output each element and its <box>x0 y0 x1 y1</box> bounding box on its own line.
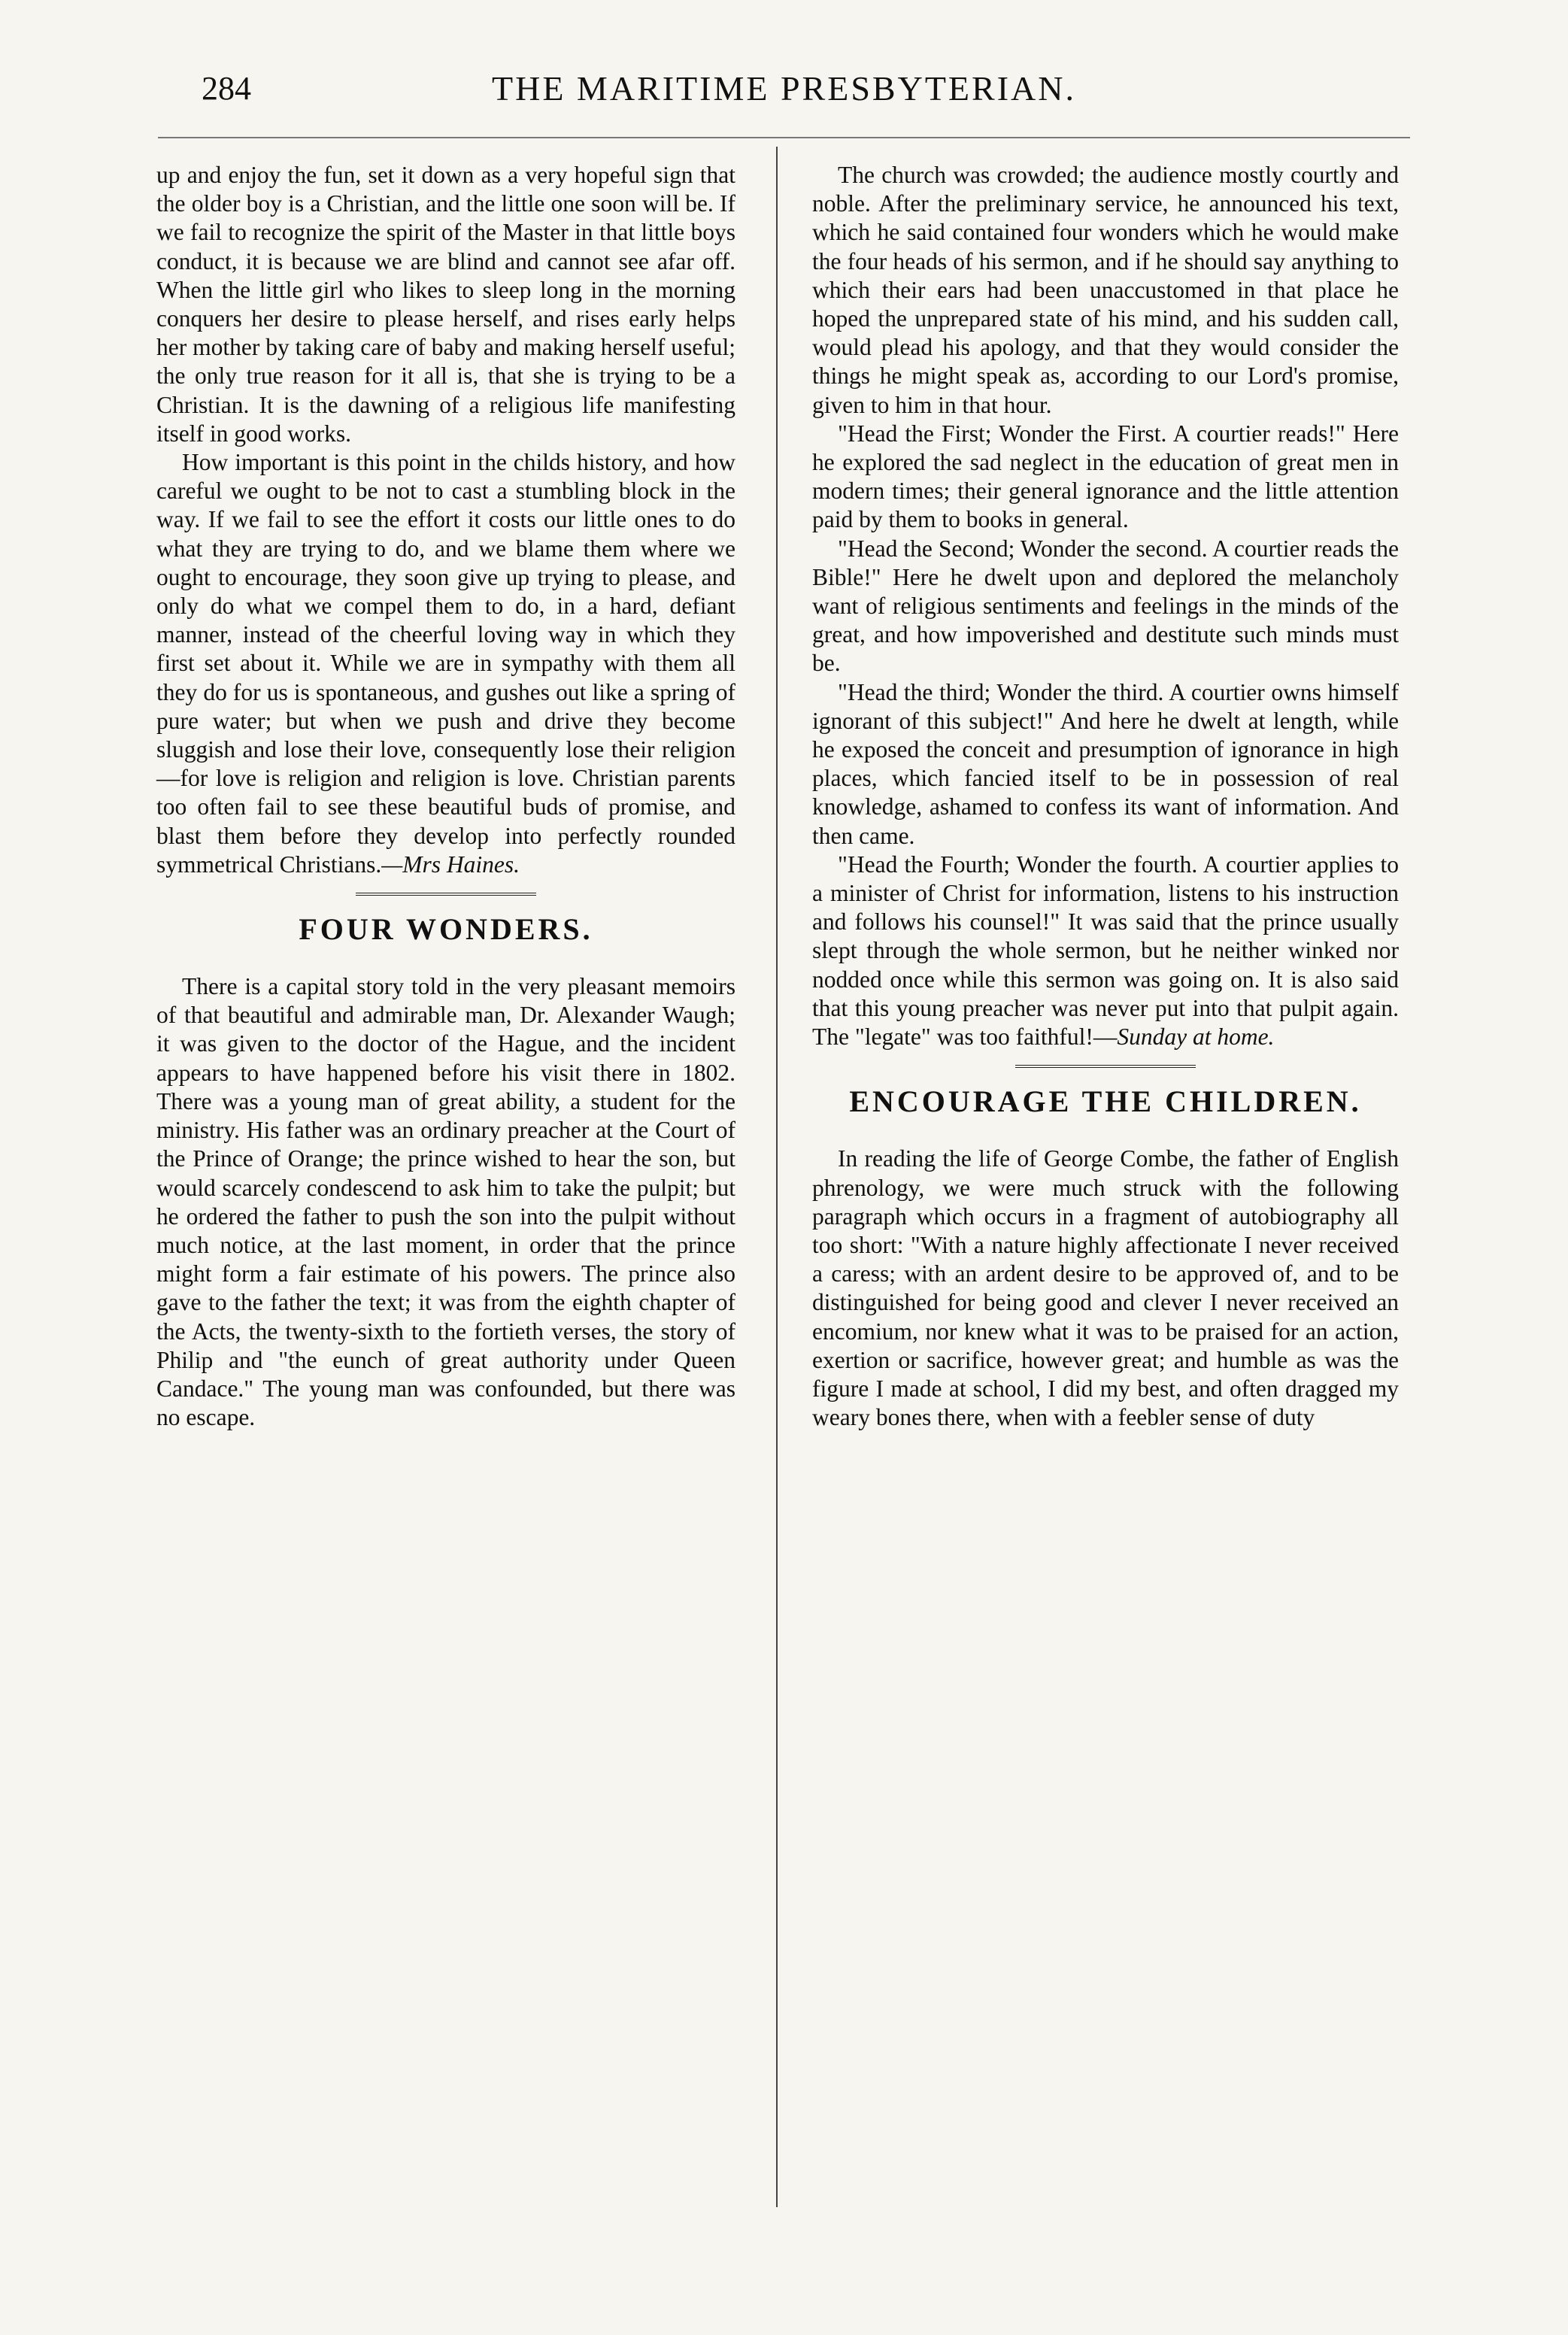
article-paragraph: The church was crowded; the audience mostly courtly and noble. After the preliminary service, he announced his text, which he said contained four wonders which he would make the four heads of his sermon, and if he should say anything to which their ears had been unaccustomed in that place he hoped the unprepared state of his mind, and his sudden call, would plead his apology, and that they would consider the things he might speak as, according to our Lord's promise, given to him in that hour. <box>812 162 1399 418</box>
page-number: 284 <box>202 70 251 107</box>
paragraph-text: "Head the Fourth; Wonder the fourth. A courtier applies to a minister of Christ for information, listens to his instruction and follows his counsel!" It was said that the prince usually slept through the whole sermon, but he neither winked nor nodded once while this sermon was going on. It is also said that this young preacher was never put into that pulpit again. The "legate" was too faithful!— <box>812 851 1399 1051</box>
section-divider <box>1015 1065 1196 1068</box>
column-divider <box>776 147 778 2207</box>
article-paragraph: "Head the First; Wonder the First. A courtier reads!" Here he explored the sad neglect in the education of great men in modern times; their general ignorance and the little attention paid by them to books in general. <box>812 420 1399 533</box>
section-heading-four-wonders: FOUR WONDERS. <box>299 912 593 947</box>
paragraph-text: How important is this point in the childs history, and how careful we ought to be not to cast a stumbling block in the way. If we fail to see the effort it costs our little ones to do what they are trying to do, and we blame them where we ought to encourage, they soon give up trying to please, and only do what we compel them to do, in a hard, defiant manner, instead of the cheerful loving way in which they first set about it. While we are in sympathy with them all they do for us is spontaneous, and gushes out like a spring of pure water; but when we push and drive they become sluggish and lose their love, consequently lose their religion—for love is religion and religion is love. Christian parents too often fail to see these beautiful buds of promise, and blast them before they develop into perfectly rounded symmetrical Christians. <box>156 449 735 878</box>
left-column <box>156 161 735 1432</box>
section-divider <box>356 893 536 896</box>
page-header <box>0 66 1568 119</box>
article-paragraph: There is a capital story told in the very pleasant memoirs of that beautiful and admirable man, Dr. Alexander Waugh; it was given to the doctor of the Hague, and the incident appears to have happened before his visit there in 1802. There was a young man of great ability, a student for the ministry. His father was an ordinary preacher at the Court of the Prince of Orange; the prince wished to hear the son, but would scarcely condescend to ask him to take the pulpit; but he ordered the father to push the son into the pulpit without much notice, at the last moment, in order that the prince might form a fair estimate of his powers. The prince also gave to the father the text; it was from the eighth chapter of the Acts, the twenty-sixth to the fortieth verses, the story of Philip and "the eunch of great authority under Queen Candace." The young man was confounded, but there was no escape. <box>156 973 735 1431</box>
article-paragraph <box>812 851 1399 1051</box>
article-paragraph: In reading the life of George Combe, the father of English phrenology, we were much struck with the following paragraph which occurs in a fragment of autobiography all too short: "With a nature highly affectionate I never received a caress; with an ardent desire to be approved of, and to be distinguished for being good and clever I never received an encomium, nor knew what it was to be praised for an action, exertion or sacrifice, however great; and humble as was the figure I made at school, I did my best, and often dragged my weary bones there, when with a feebler sense of duty <box>812 1145 1399 1431</box>
section-heading-encourage-children: ENCOURAGE THE CHILDREN. <box>849 1084 1362 1119</box>
article-paragraph <box>156 448 735 879</box>
source-citation: Sunday at home. <box>1117 1023 1275 1051</box>
article-paragraph: up and enjoy the fun, set it down as a very hopeful sign that the older boy is a Christian, and the little one soon will be. If we fail to recognize the spirit of the Master in that little boys conduct, it is because we are blind and cannot see afar off. When the little girl who likes to sleep long in the morning conquers her desire to please herself, and rises early helps her mother by taking care of baby and making herself useful; the only true reason for it all is, that she is trying to be a Christian. It is the dawning of a religious life manifesting itself in good works. <box>156 162 735 447</box>
article-paragraph: "Head the Second; Wonder the second. A courtier reads the Bible!" Here he dwelt upon and deplored the melancholy want of religious sentiments and feelings in the minds of the great, and how impoverished and destitute such minds must be. <box>812 535 1399 677</box>
right-column <box>812 161 1399 1432</box>
article-paragraph: "Head the third; Wonder the third. A courtier owns himself ignorant of this subject!" And here he dwelt at length, while he exposed the conceit and presumption of ignorance in high places, which fancied itself to be in possession of real knowledge, ashamed to confess its want of information. And then came. <box>812 678 1399 849</box>
author-signature: —Mrs Haines. <box>381 851 520 878</box>
header-rule <box>158 137 1410 138</box>
page-title: THE MARITIME PRESBYTERIAN. <box>492 69 1076 108</box>
